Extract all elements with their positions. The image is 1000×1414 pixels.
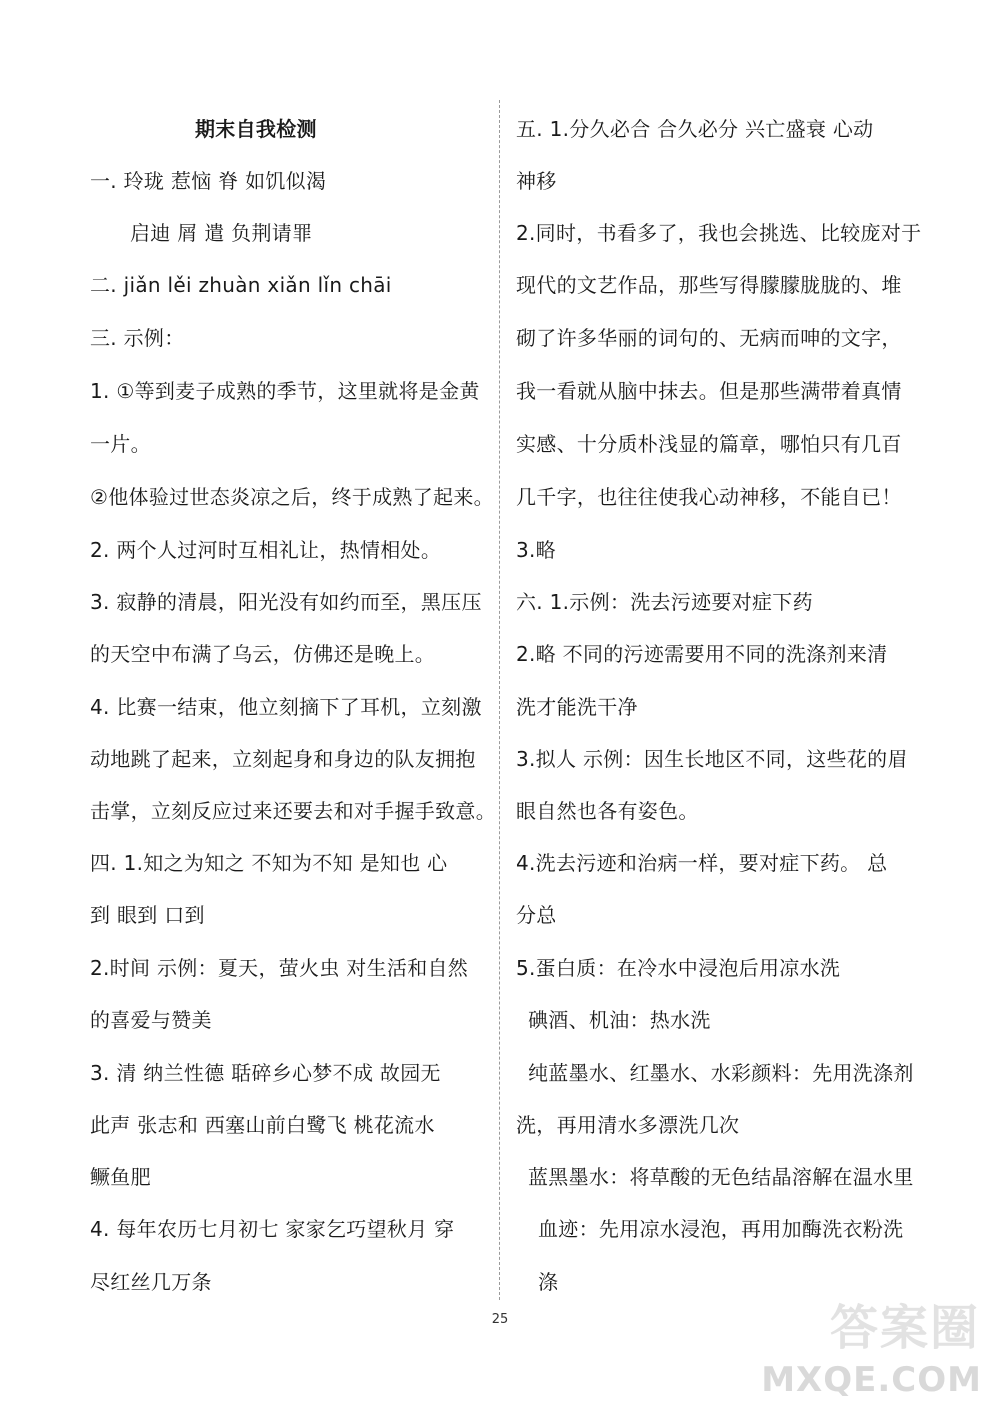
- text-line: 的天空中布满了乌云，仿佛还是晚上。: [90, 642, 436, 666]
- text-line: 到 眼到 口到: [90, 903, 205, 927]
- text-line: 我一看就从脑中抹去。但是那些满带着真情: [516, 379, 902, 403]
- text-line: 三. 示例：: [90, 326, 185, 350]
- text-line: 5.蛋白质：在冷水中浸泡后用凉水洗: [516, 956, 841, 980]
- text-line: 4. 比赛一结束，他立刻摘下了耳机，立刻激: [90, 695, 482, 719]
- text-line: 4. 每年农历七月初七 家家乞巧望秋月 穿: [90, 1217, 455, 1241]
- text-line: 3.略: [516, 538, 556, 562]
- text-line: 击掌，立刻反应过来还要去和对手握手致意。: [90, 799, 496, 823]
- text-line: 3.拟人 示例：因生长地区不同，这些花的眉: [516, 747, 908, 771]
- text-line: 分总: [516, 903, 557, 927]
- text-line: 几千字，也往往使我心动神移，不能自已！: [516, 485, 902, 509]
- text-line: 眼自然也各有姿色。: [516, 799, 699, 823]
- text-line: 4.洗去污迹和治病一样，要对症下药。 总: [516, 851, 888, 875]
- text-line: 启迪 屑 遣 负荆请罪: [130, 221, 313, 245]
- text-line: 3. 寂静的清晨，阳光没有如约而至，黑压压: [90, 590, 482, 614]
- text-line: 一. 玲珑 惹恼 脊 如饥似渴: [90, 169, 327, 193]
- text-line: 纯蓝墨水、红墨水、水彩颜料：先用洗涤剂: [528, 1061, 914, 1085]
- text-line: 砌了许多华丽的词句的、无病而呻的文字，: [516, 326, 902, 350]
- watermark: [761, 1298, 992, 1408]
- text-line: 洗才能洗干净: [516, 695, 638, 719]
- text-line: 蓝黑墨水：将草酸的无色结晶溶解在温水里: [528, 1165, 914, 1189]
- text-line: 洗，再用清水多漂洗几次: [516, 1113, 740, 1137]
- text-line: 现代的文艺作品，那些写得朦朦胧胧的、堆: [516, 273, 902, 297]
- text-line: 神移: [516, 169, 557, 193]
- text-line: 一片。: [90, 432, 151, 456]
- text-line: 2.略 不同的污迹需要用不同的洗涤剂来清: [516, 642, 888, 666]
- text-line: 1. ①等到麦子成熟的季节，这里就将是金黄: [90, 379, 480, 403]
- text-line: 碘酒、机油：热水洗: [528, 1008, 711, 1032]
- text-line: ②他体验过世态炎凉之后，终于成熟了起来。: [90, 485, 494, 509]
- text-line: 六. 1.示例：洗去污迹要对症下药: [516, 590, 813, 614]
- text-line: 2. 两个人过河时互相礼让，热情相处。: [90, 538, 442, 562]
- text-line: 四. 1.知之为知之 不知为不知 是知也 心: [90, 851, 448, 875]
- column-divider: [499, 100, 500, 1300]
- text-line: 尽红丝几万条: [90, 1270, 212, 1294]
- text-line: 实感、十分质朴浅显的篇章，哪怕只有几百: [516, 432, 902, 456]
- text-line: 鳜鱼肥: [90, 1165, 151, 1189]
- page-title: 期末自我检测: [195, 117, 317, 141]
- text-line: 血迹：先用凉水浸泡，再用加酶洗衣粉洗: [538, 1217, 904, 1241]
- text-line: 3. 清 纳兰性德 聒碎乡心梦不成 故园无: [90, 1061, 441, 1085]
- text-line: 此声 张志和 西塞山前白鹭飞 桃花流水: [90, 1113, 435, 1137]
- text-line: 二. jiǎn lěi zhuàn xiǎn lǐn chāi: [90, 273, 392, 297]
- text-line: 的喜爱与赞美: [90, 1008, 212, 1032]
- page-number: 25: [491, 1312, 509, 1327]
- text-line: 动地跳了起来，立刻起身和身边的队友拥抱: [90, 747, 476, 771]
- text-line: 2.同时，书看多了，我也会挑选、比较庞对于: [516, 221, 922, 245]
- watermark-url: MXQE.COM: [761, 1360, 982, 1400]
- watermark-logo: 答案圈: [829, 1300, 980, 1356]
- text-line: 涤: [538, 1270, 559, 1294]
- text-line: 2.时间 示例：夏天，萤火虫 对生活和自然: [90, 956, 469, 980]
- text-line: 五. 1.分久必合 合久必分 兴亡盛衰 心动: [516, 117, 874, 141]
